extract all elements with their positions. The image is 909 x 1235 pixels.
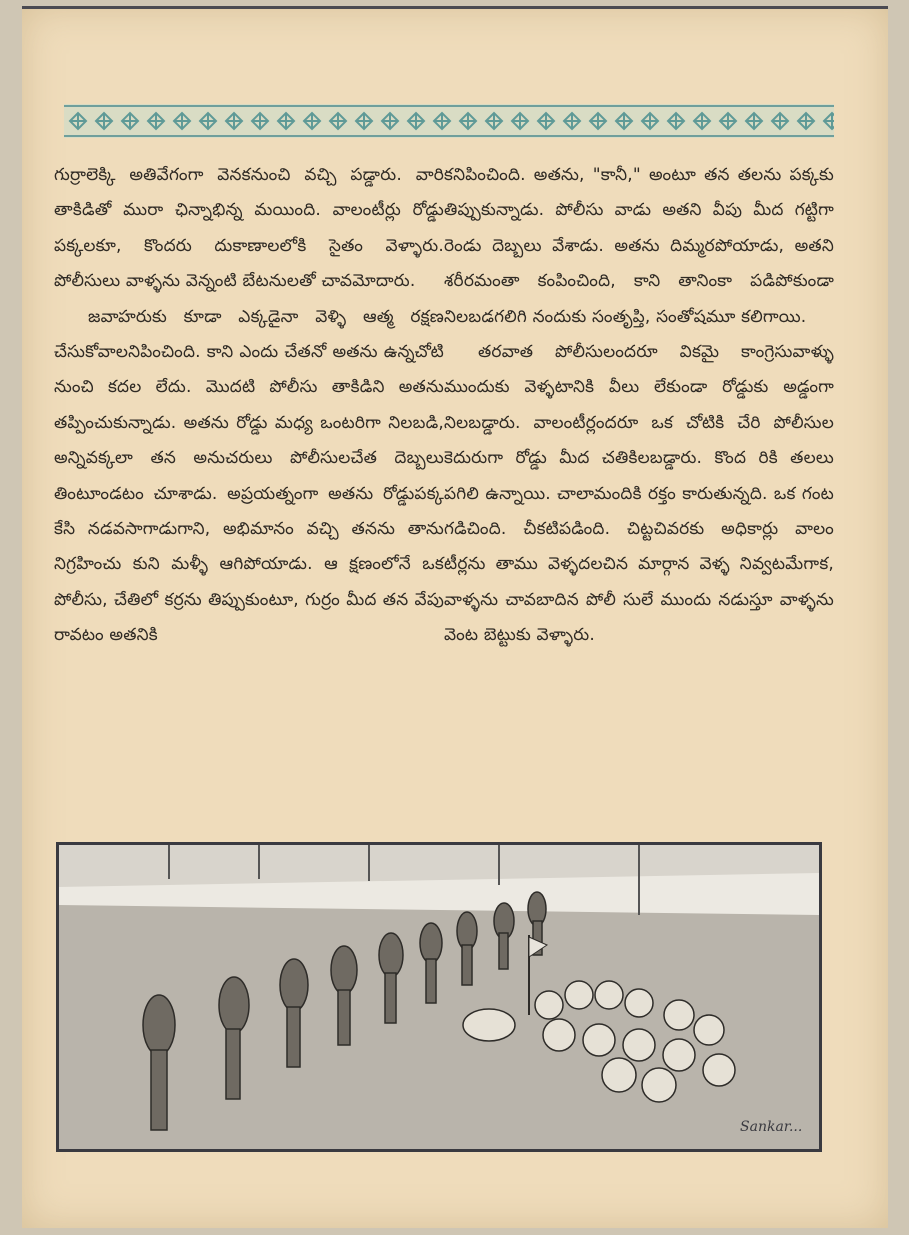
magazine-page — [22, 6, 888, 1228]
artist-signature: Sankar... — [740, 1119, 803, 1135]
left-column — [54, 158, 444, 654]
illustration-drawing — [59, 845, 819, 1149]
decorative-border — [64, 104, 834, 138]
paragraph: కనిపించింది. అతను, "కానీ," అంటూ తన తలను పక్కకు తిప్పుకున్నాడు. పోలీసు వాడు అతని వీపు మీద గట్టిగా రెండు దెబ్బలు వేశాడు. అతను దిమ్మరపోయాడు, అతని శరీరమంతా కంపించింది, కాని తానింకా పడిపోకుండా నిలబడగలిగి నందుకు సంతృప్తి, సంతోషమూ కలిగాయి. — [444, 165, 834, 327]
paragraph: తరవాత పోలీసులందరూ వికమై కాంగ్రెసువాళ్ళు ముందుకు వెళ్ళటానికి వీలు లేకుండా రోడ్డుకు అడ్డంగా నిలబడ్డారు. వాలంటీర్లందరూ ఒక చోటికి చేరి పోలీసుల కెదురుగా రోడ్డు మీద చతికిలబడ్డారు. కొంద రికి తలలు పగిలి ఉన్నాయి. చాలామందికి రక్తం కారుతున్నది. ఒక గంట గడిచింది. చీకటిపడింది. చిట్టచివరకు అధికార్లు వాలం టీర్లను తాము వెళ్ళదలచిన మార్గాన వెళ్ళ నివ్వటమేగాక, వాళ్ళను చావబాదిన పోలీ సులే ముందు నడుస్తూ వాళ్ళను వెంట బెట్టుకు వెళ్ళారు. — [444, 342, 834, 646]
police-march-illustration — [56, 842, 822, 1152]
paragraph: జవాహరుకు కూడా ఎక్కడైనా వెళ్ళి ఆత్మ రక్షణ చేసుకోవాలనిపించింది. కాని ఎందు చేతనో అతను ఉన్నచోటి నుంచి కదల లేదు. మొదటి పోలీసు తాకిడిని అతను తప్పించుకున్నాడు. అతను రోడ్డు మధ్య ఒంటరిగా నిలబడి, అన్నివక్కలా తన అనుచరులు పోలీసులచేత దెబ్బలు తింటూండటం చూశాడు. అప్రయత్నంగా అతను రోడ్డుపక్క కేసి నడవసాగాడుగాని, అభిమానం వచ్చి తనను తాను నిగ్రహించు కుని మళ్ళీ ఆగిపోయాడు. ఆ క్షణంలోనే ఒక పోలీసు, చేతిలో కర్రను తిప్పుకుంటూ, గుర్రం మీద తన వేపు రావటం అతనికి — [54, 306, 444, 646]
paragraph: గుర్రాలెక్కి అతివేగంగా వెనకనుంచి వచ్చి పడ్డారు. వారి తాకిడితో మురా ఛిన్నాభిన్న మయింది. వాలంటీర్లు రోడ్డు పక్కలకూ, కొందరు దుకాణాలలోకి సైతం వెళ్ళారు. పోలీసులు వాళ్ళను వెన్నంటి బేటనులతో చావమోదారు. — [54, 165, 444, 292]
top-edge-line — [22, 6, 888, 9]
right-column — [444, 158, 834, 654]
